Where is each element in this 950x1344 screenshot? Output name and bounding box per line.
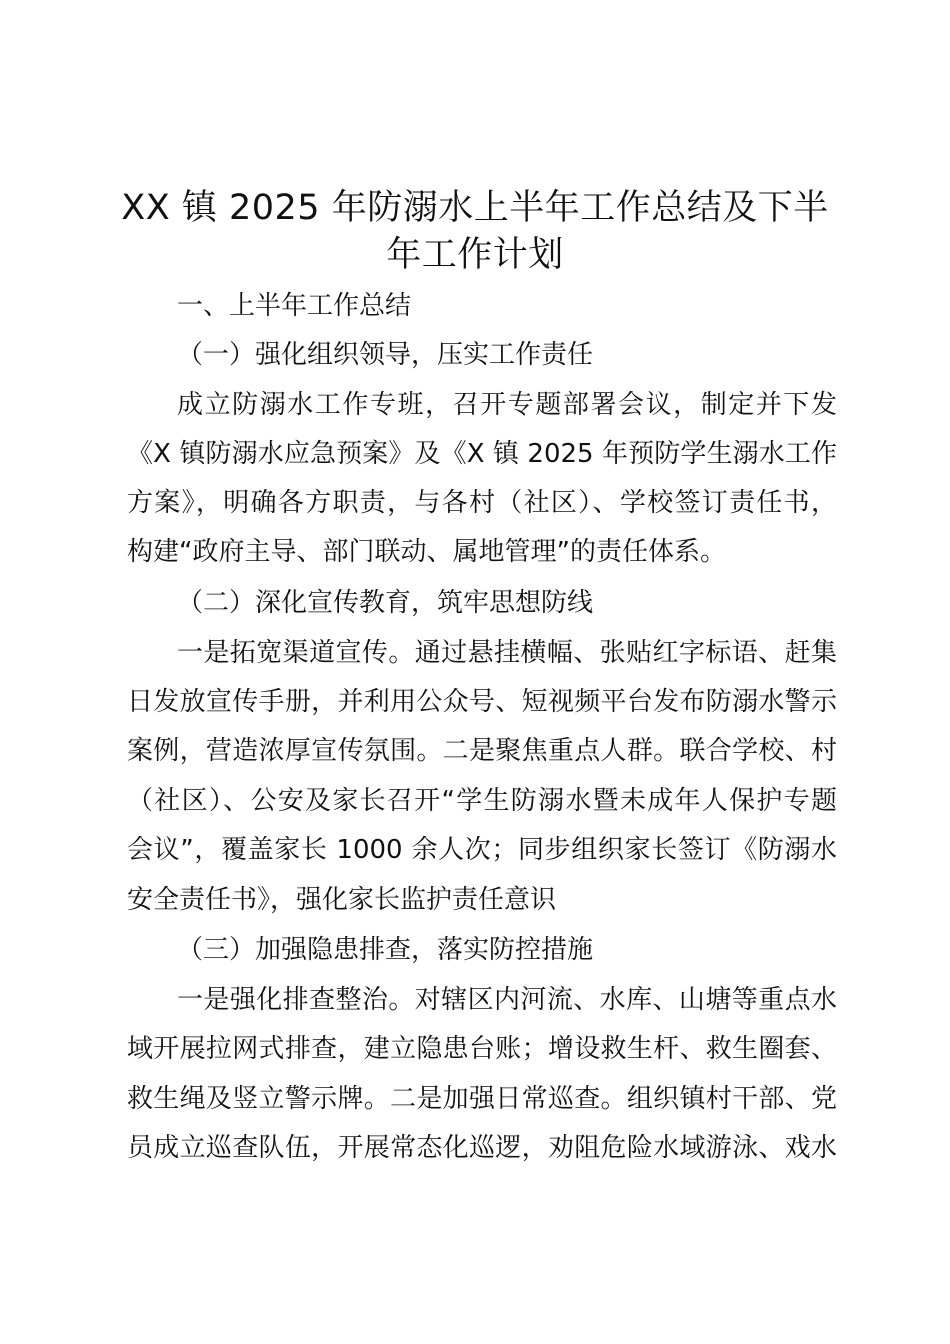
paragraph-line: 构建“政府主导、部门联动、属地管理”的责任体系。 [127,537,726,567]
subsection-heading: （二）深化宣传教育，筑牢思想防线 [177,588,594,618]
paragraph-line: 安全责任书》，强化家长监护责任意识 [127,885,557,915]
paragraph-line: 救生绳及竖立警示牌。二是加强日常巡查。组织镇村干部、党 [127,1084,837,1114]
paragraph-line: 一是强化排查整治。对辖区内河流、水库、山塘等重点水 [177,985,837,1015]
paragraph-line: 日发放宣传手册，并利用公众号、短视频平台发布防溺水警示 [127,687,837,717]
section-heading: 一、上半年工作总结 [177,291,412,321]
paragraph-line: 成立防溺水工作专班，召开专题部署会议，制定并下发 [177,390,837,420]
paragraph-line: 《X 镇防溺水应急预案》及《X 镇 2025 年预防学生溺水工作 [127,439,837,469]
paragraph-line: （社区）、公安及家长召开“学生防溺水暨未成年人保护专题 [127,786,837,816]
paragraph-line: 会议”，覆盖家长 1000 余人次；同步组织家长签订《防溺水 [127,835,837,865]
document-title-line-1: XX 镇 2025 年防溺水上半年工作总结及下半 [121,188,829,228]
paragraph-line: 域开展拉网式排查，建立隐患台账；增设救生杆、救生圈套、 [127,1034,837,1064]
paragraph-line: 员成立巡查队伍，开展常态化巡逻，劝阻危险水域游泳、戏水 [127,1133,837,1163]
subsection-heading: （一）强化组织领导，压实工作责任 [177,340,594,370]
paragraph-line: 方案》，明确各方职责，与各村（社区）、学校签订责任书， [127,488,837,518]
paragraph-line: 一是拓宽渠道宣传。通过悬挂横幅、张贴红字标语、赶集 [177,638,837,668]
document-title-line-2: 年工作计划 [386,235,564,275]
paragraph-line: 案例，营造浓厚宣传氛围。二是聚焦重点人群。联合学校、村 [127,736,837,766]
subsection-heading: （三）加强隐患排查，落实防控措施 [177,935,594,965]
